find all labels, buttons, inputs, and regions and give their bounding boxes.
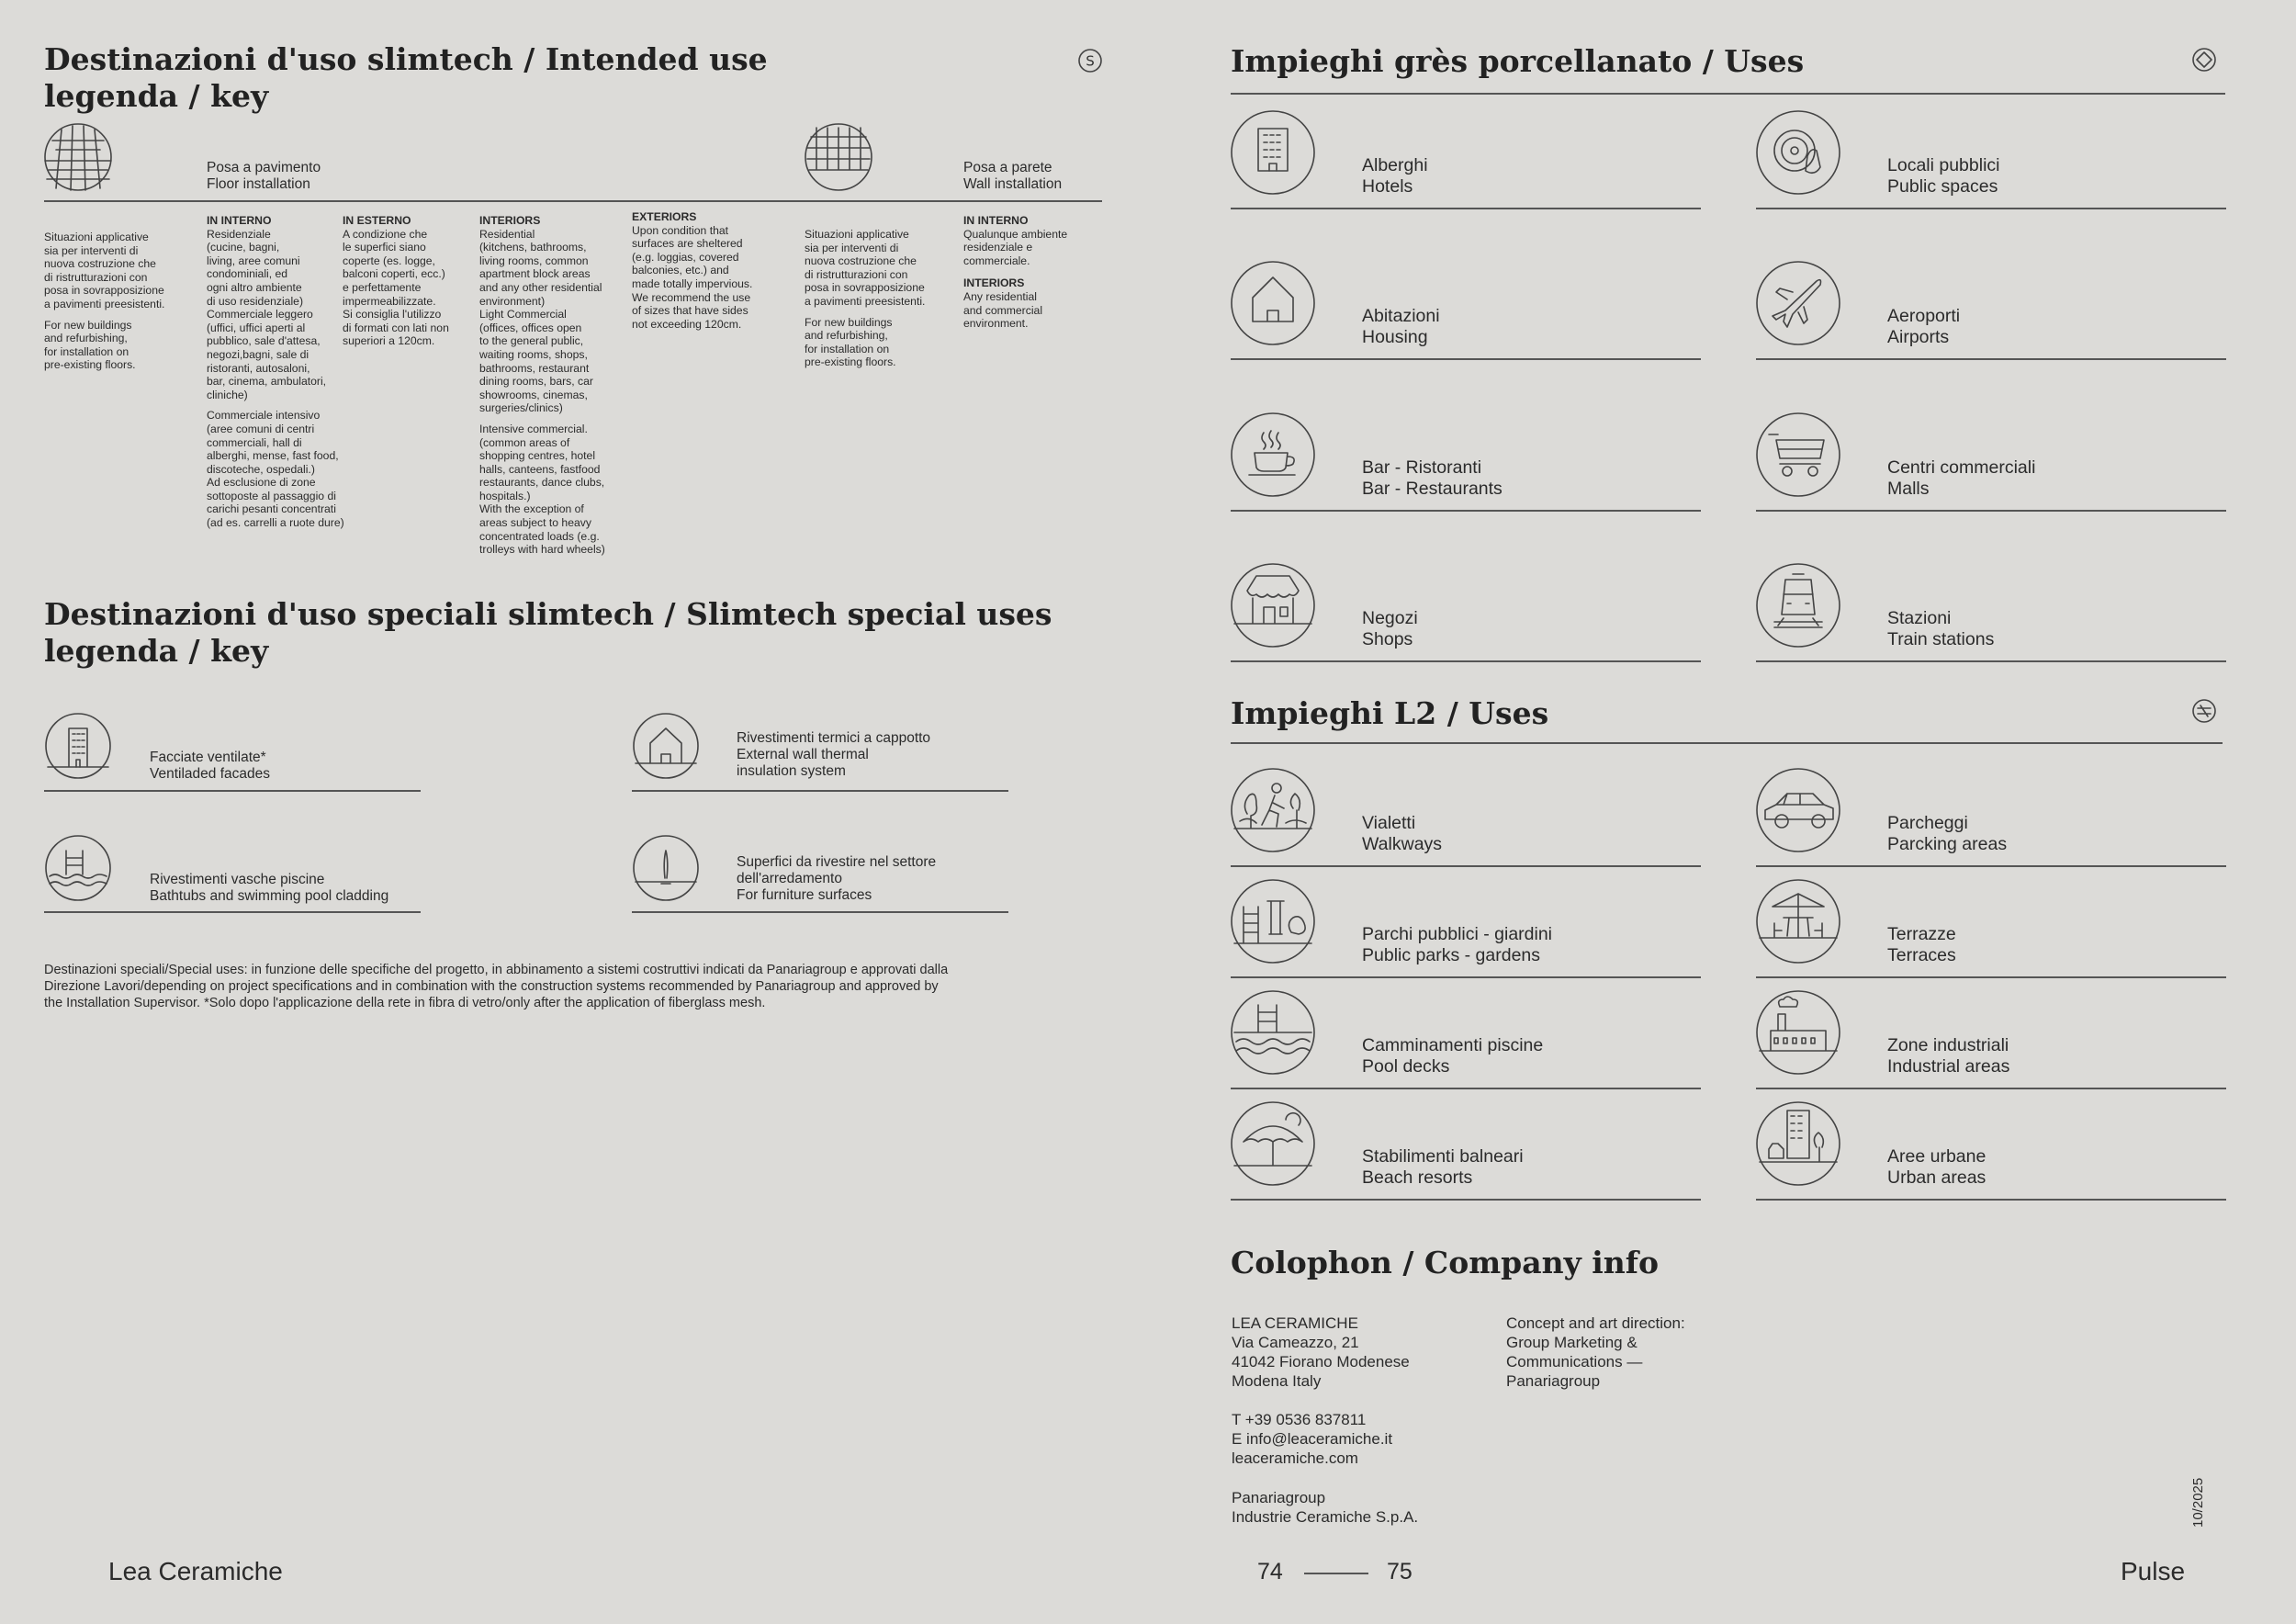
column-line: sia per interventi di: [805, 241, 899, 254]
column-line: Ad esclusione di zone: [207, 476, 316, 490]
column-line: apartment block areas: [479, 267, 591, 281]
floor-installation-icon: [43, 122, 113, 192]
column-line: alberghi, mense, fast food,: [207, 449, 339, 463]
column-line: living rooms, common: [479, 254, 589, 267]
use-label: Centri commerciali Malls: [1887, 457, 2036, 499]
divider: [1231, 1199, 1701, 1201]
column-line: commerciali, hall di: [207, 435, 302, 449]
column-line: We recommend the use: [632, 290, 751, 304]
column-line: and refurbishing,: [44, 332, 128, 345]
column-line: showrooms, cinemas,: [479, 388, 588, 401]
column-line: Commerciale leggero: [207, 308, 313, 321]
column-line: not exceeding 120cm.: [632, 317, 742, 331]
use-label: Abitazioni Housing: [1362, 306, 1440, 347]
column-line: balconies, etc.) and: [632, 264, 729, 277]
colophon-title: Colophon / Company info: [1231, 1245, 1659, 1280]
use-label: Negozi Shops: [1362, 608, 1418, 649]
slimtech-s-icon: [1076, 47, 1104, 74]
column-line: Residenziale: [207, 227, 271, 241]
use-label: Aree urbane Urban areas: [1887, 1146, 1986, 1188]
special-item-pools: Rivestimenti vasche piscine Bathtubs and swimming pool cladding: [150, 872, 389, 904]
column-line: pre-existing floors.: [805, 355, 896, 369]
special-item-furniture: Superfici da rivestire nel settore dell'arredamento For furniture surfaces: [737, 854, 937, 903]
divider: [632, 911, 1008, 913]
divider: [1231, 510, 1701, 512]
column-line: environment): [479, 294, 546, 308]
page-divider: [1304, 1573, 1368, 1574]
use-label: Parcheggi Parcking areas: [1887, 813, 2008, 854]
divider: [1756, 208, 2226, 209]
special-item-thermal: Rivestimenti termici a cappotto External wall thermal insulation system: [737, 730, 931, 779]
column-line: [207, 401, 344, 409]
divider: [1756, 1088, 2226, 1089]
column-line: le superfici siano: [343, 241, 426, 254]
furniture-surface-icon: [632, 834, 700, 902]
urban-icon: [1756, 1101, 1840, 1186]
column-line: Situazioni applicative: [44, 231, 149, 243]
car-icon: [1756, 768, 1840, 852]
use-label: Camminamenti piscine Pool decks: [1362, 1035, 1544, 1077]
column-line: living, aree comuni: [207, 254, 300, 267]
park-icon: [1231, 879, 1315, 964]
company-contacts: T +39 0536 837811 E info@leaceramiche.it leaceramiche.com: [1232, 1411, 1393, 1467]
column-line: superiori a 120cm.: [343, 334, 435, 348]
pool-deck-icon: [1231, 990, 1315, 1075]
column-line: coperte (es. logge,: [343, 254, 435, 267]
wall-installation-label: Posa a parete Wall installation: [963, 160, 1063, 192]
intended-col-7: IN INTERNO Qualunque ambiente residenziale e commerciale. INTERIORS Any residential and commercial environment.: [963, 214, 1068, 331]
divider: [1756, 358, 2226, 360]
shop-icon: [1231, 563, 1315, 648]
column-line: waiting rooms, shops,: [479, 347, 588, 361]
column-line: made totally impervious.: [632, 276, 753, 290]
airplane-icon: [1756, 261, 1840, 345]
intended-col-5: EXTERIORS Upon condition that surfaces are sheltered (e.g. loggias, covered balconies, etc.) and made totally impervious. We recommend the use of sizes that have sides not exceeding 120cm.: [632, 210, 753, 331]
column-line: For new buildings: [805, 315, 893, 329]
use-label: Stabilimenti balneari Beach resorts: [1362, 1146, 1524, 1188]
svg-text:S: S: [1086, 52, 1095, 70]
divider: [1231, 358, 1701, 360]
walkway-icon: [1231, 768, 1315, 852]
column-line: With the exception of: [479, 502, 584, 516]
column-line: (uffici, uffici aperti al: [207, 321, 306, 334]
column-line: (ad es. carrelli a ruote dure): [207, 516, 344, 530]
hotel-icon: [1231, 110, 1315, 195]
factory-icon: [1756, 990, 1840, 1075]
divider: [1231, 660, 1701, 662]
column-line: dining rooms, bars, car: [479, 375, 593, 389]
column-line: balconi coperti, ecc.): [343, 267, 445, 281]
column-line: Light Commercial: [479, 308, 567, 321]
collection-name: Pulse: [2121, 1557, 2186, 1585]
use-label: Bar - Ristoranti Bar - Restaurants: [1362, 457, 1503, 499]
divider: [632, 790, 1008, 792]
column-line: environment.: [963, 317, 1029, 331]
intended-use-title: [44, 41, 768, 115]
use-label: Terrazze Terraces: [1887, 924, 1956, 965]
column-line: A condizione che: [343, 227, 428, 241]
intended-col-1: [44, 231, 164, 372]
column-line: For new buildings: [44, 318, 132, 332]
column-line: sia per interventi di: [44, 243, 139, 257]
column-line: for installation on: [44, 344, 129, 358]
use-label: Locali pubblici Public spaces: [1887, 155, 2000, 197]
column-line: [44, 311, 164, 319]
facade-building-icon: [44, 712, 112, 780]
column-line: Qualunque ambiente: [963, 227, 1068, 241]
column-line: di formati con lati non: [343, 321, 449, 334]
divider: [1231, 976, 1701, 978]
special-uses-note: Destinazioni speciali/Special uses: in funzione delle specifiche del progetto, in abbinamento a sistemi costruttivi indicati da Panariagroup e approvati dalla Direzione Lavori/depending on project specifications and in combination with the construction systems recommended by Panariagroup and approved by the Installation Supervisor. *Solo dopo l'applicazione della rete in fibra di vetro/only after the application of fiberglass mesh.: [44, 963, 949, 1010]
column-line: for installation on: [805, 342, 890, 355]
column-line: pre-existing floors.: [44, 358, 136, 372]
use-label: Aeroporti Airports: [1887, 306, 1961, 347]
intended-use-title-line1: Destinazioni d'uso slimtech / Intended use: [44, 41, 768, 77]
column-line: impermeabilizzate.: [343, 294, 436, 308]
column-line: Intensive commercial.: [479, 422, 588, 435]
column-line: nuova costruzione che: [44, 257, 156, 271]
column-line: di uso residenziale): [207, 294, 304, 308]
column-line: [805, 309, 925, 316]
column-line: [479, 415, 605, 423]
column-line: Any residential: [963, 289, 1037, 303]
divider: [1231, 1088, 1701, 1089]
page-number-left: 74: [1257, 1559, 1283, 1585]
column-line: discoteche, ospedali.): [207, 462, 315, 476]
edition-date: 10/2025: [2190, 1477, 2206, 1528]
special-item-facades: Facciate ventilate* Ventiladed facades: [150, 750, 270, 782]
brand-footer: Lea Ceramiche: [108, 1557, 283, 1585]
company-address: LEA CERAMICHE Via Cameazzo, 21 41042 Fiorano Modenese Modena Italy: [1232, 1314, 1410, 1390]
special-uses-title: Destinazioni d'uso speciali slimtech / Slimtech special uses legenda / key: [44, 596, 1052, 669]
column-line: Residential: [479, 227, 535, 241]
house-icon: [1231, 261, 1315, 345]
column-line: ristoranti, autosaloni,: [207, 361, 310, 375]
use-label: Alberghi Hotels: [1362, 155, 1428, 197]
coffee-cup-icon: [1231, 412, 1315, 497]
beach-umbrella-icon: [1231, 1101, 1315, 1186]
l2-uses-title: Impieghi L2 / Uses: [1231, 695, 1549, 731]
house-insulation-icon: [632, 712, 700, 780]
divider: [1231, 208, 1701, 209]
column-line: and refurbishing,: [805, 329, 888, 343]
column-line: nuova costruzione che: [805, 254, 917, 268]
intended-col-6: [805, 228, 925, 369]
intended-col-2: IN INTERNO Residenziale (cucine, bagni, living, aree comuni condominiali, ed ogni altro ambiente di uso residenziale) Commerciale leggero (uffici, uffici aperti al pubblico, sale d'attesa, negozi,bagni, sale di ristoranti, autosaloni, bar, cinema, ambulatori, cliniche) Commerciale intensivo (aree comuni di centri commerciali, hall di alberghi, mense, fast food, discoteche, ospedali.) Ad esclusione di zone sottoposte al passaggio di carichi pesanti concentrati (ad es. carrelli a ruote dure): [207, 214, 344, 530]
column-line: a pavimenti preesistenti.: [44, 297, 165, 310]
use-label: Vialetti Walkways: [1362, 813, 1443, 854]
column-line: and any other residential: [479, 280, 602, 294]
column-line: a pavimenti preesistenti.: [805, 294, 926, 308]
swimming-pool-icon: [44, 834, 112, 902]
column-line: hospitals.): [479, 489, 531, 502]
company-group: Panariagroup Industrie Ceramiche S.p.A.: [1232, 1489, 1419, 1526]
divider: [1756, 660, 2226, 662]
floor-installation-label: Posa a pavimento Floor installation: [207, 160, 321, 192]
column-line: halls, canteens, fastfood: [479, 462, 601, 476]
intended-col-3: IN ESTERNO A condizione che le superfici siano coperte (es. logge, balconi coperti, ecc.) e perfettamente impermeabilizzate. Si consiglia l'utilizzo di formati con lati non superiori a 120cm.: [343, 214, 449, 348]
column-line: shopping centres, hotel: [479, 449, 596, 463]
column-line: Upon condition that: [632, 223, 729, 237]
intended-col-4: INTERIORS Residential (kitchens, bathrooms, living rooms, common apartment block areas and any other residential environment) Light Commercial (offices, offices open to the general public, waiting rooms, shops, bathrooms, restaurant dining rooms, bars, car showrooms, cinemas, surgeries/clinics) Intensive commercial. (common areas of shopping centres, hotel halls, canteens, fastfood restaurants, dance clubs, hospitals.) With the exception of areas subject to heavy concentrated loads (e.g. trolleys with hard wheels): [479, 214, 605, 557]
column-line: (e.g. loggias, covered: [632, 250, 739, 264]
column-line: (cucine, bagni,: [207, 241, 280, 254]
column-line: residenziale e: [963, 241, 1033, 254]
column-line: bar, cinema, ambulatori,: [207, 375, 327, 389]
column-line: cliniche): [207, 388, 248, 401]
divider: [1231, 865, 1701, 867]
column-line: trolleys with hard wheels): [479, 543, 605, 557]
column-line: pubblico, sale d'attesa,: [207, 334, 321, 348]
divider: [1231, 742, 2223, 744]
divider: [1231, 93, 2225, 95]
column-line: Situazioni applicative: [805, 228, 909, 241]
column-line: condominiali, ed: [207, 267, 288, 281]
column-line: carichi pesanti concentrati: [207, 502, 336, 516]
wall-installation-icon: [804, 122, 873, 192]
column-line: posa in sovrapposizione: [805, 281, 925, 295]
column-line: di ristrutturazioni con: [44, 270, 148, 284]
intended-use-title-line2: legenda / key: [44, 78, 269, 114]
column-line: di ristrutturazioni con: [805, 267, 908, 281]
shopping-cart-icon: [1756, 412, 1840, 497]
use-label: Zone industriali Industrial areas: [1887, 1035, 2010, 1077]
column-line: of sizes that have sides: [632, 304, 748, 318]
public-spaces-icon: [1756, 110, 1840, 195]
column-line: commerciale.: [963, 254, 1030, 267]
page-number-right: 75: [1387, 1559, 1412, 1585]
column-line: Si consiglia l'utilizzo: [343, 308, 442, 321]
l2-icon: [2191, 698, 2217, 724]
column-line: (offices, offices open: [479, 321, 582, 334]
use-label: Stazioni Train stations: [1887, 608, 1995, 649]
column-line: (aree comuni di centri: [207, 422, 315, 435]
column-line: sottoposte al passaggio di: [207, 489, 336, 502]
credits: Concept and art direction: Group Marketing & Communications — Panariagroup: [1506, 1314, 1685, 1390]
divider: [1756, 510, 2226, 512]
column-line: surfaces are sheltered: [632, 237, 743, 251]
divider: [44, 911, 421, 913]
column-line: areas subject to heavy: [479, 516, 591, 530]
column-line: to the general public,: [479, 334, 584, 348]
use-label: Parchi pubblici - giardini Public parks - gardens: [1362, 924, 1553, 965]
column-line: ogni altro ambiente: [207, 280, 302, 294]
terrace-icon: [1756, 879, 1840, 964]
divider: [44, 200, 1102, 202]
column-line: e perfettamente: [343, 280, 422, 294]
column-line: negozi,bagni, sale di: [207, 347, 310, 361]
divider: [1756, 976, 2226, 978]
column-line: and commercial: [963, 303, 1043, 317]
column-line: surgeries/clinics): [479, 401, 563, 415]
column-line: (kitchens, bathrooms,: [479, 241, 587, 254]
column-line: (common areas of: [479, 435, 570, 449]
column-line: restaurants, dance clubs,: [479, 476, 605, 490]
column-line: posa in sovrapposizione: [44, 284, 164, 298]
divider: [44, 790, 421, 792]
train-icon: [1756, 563, 1840, 648]
column-line: Commerciale intensivo: [207, 409, 321, 423]
column-line: concentrated loads (e.g.: [479, 529, 600, 543]
gres-uses-title: Impieghi grès porcellanato / Uses: [1231, 43, 1805, 79]
diamond-icon: [2191, 47, 2217, 73]
divider: [1756, 865, 2226, 867]
column-line: bathrooms, restaurant: [479, 361, 590, 375]
divider: [1756, 1199, 2226, 1201]
